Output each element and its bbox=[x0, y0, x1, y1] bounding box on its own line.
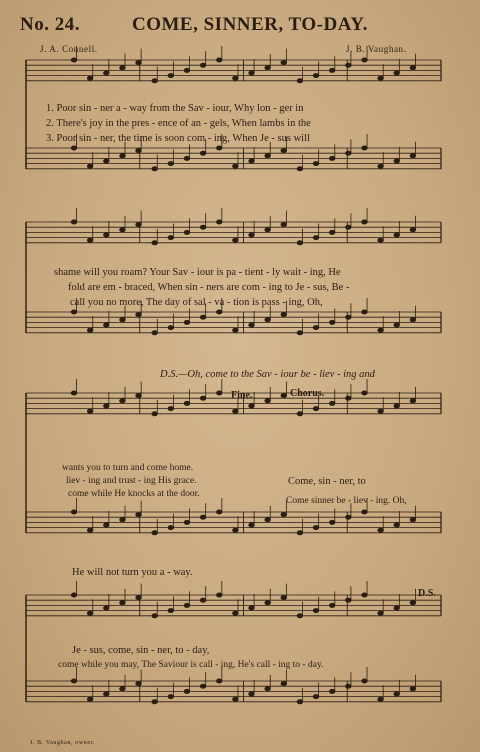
notehead bbox=[394, 71, 400, 75]
notehead bbox=[249, 233, 255, 237]
notehead bbox=[313, 326, 319, 330]
notehead bbox=[346, 515, 352, 519]
notehead bbox=[200, 225, 206, 229]
notehead bbox=[71, 391, 77, 395]
notehead bbox=[297, 531, 303, 535]
chorus-line-1: Come, sin - ner, to bbox=[288, 476, 366, 487]
notehead bbox=[152, 614, 158, 618]
notehead bbox=[378, 164, 384, 168]
publisher-footer: J. B. Vaughan, owner. bbox=[30, 740, 95, 746]
notehead bbox=[297, 79, 303, 83]
notehead bbox=[378, 697, 384, 701]
staff-2 bbox=[26, 208, 441, 245]
notehead bbox=[378, 409, 384, 413]
staff-6 bbox=[26, 581, 441, 618]
notehead bbox=[265, 687, 271, 691]
notehead bbox=[329, 68, 335, 72]
notehead bbox=[249, 692, 255, 696]
verse-1-line-2: shame will you roam? Your Sav - iour is pa - tient - ly wait - ing, He bbox=[54, 267, 341, 278]
notehead bbox=[71, 220, 77, 224]
notehead bbox=[281, 513, 287, 517]
notehead bbox=[346, 315, 352, 319]
notehead bbox=[120, 601, 126, 605]
notehead bbox=[152, 79, 158, 83]
notehead bbox=[233, 409, 239, 413]
notehead bbox=[136, 394, 142, 398]
notehead bbox=[233, 528, 239, 532]
notehead bbox=[249, 523, 255, 527]
notehead bbox=[410, 399, 416, 403]
notehead bbox=[394, 159, 400, 163]
notehead bbox=[281, 313, 287, 317]
notehead bbox=[329, 156, 335, 160]
verse-3-line-1: 3. Poor sin - ner, the time is soon com - ing, When Je - sus will bbox=[46, 133, 310, 144]
notehead bbox=[346, 225, 352, 229]
notehead bbox=[71, 679, 77, 683]
notehead bbox=[152, 700, 158, 704]
notehead bbox=[394, 323, 400, 327]
notehead bbox=[152, 331, 158, 335]
notehead bbox=[362, 593, 368, 597]
notehead bbox=[184, 603, 190, 607]
notehead bbox=[313, 407, 319, 411]
notehead bbox=[136, 596, 142, 600]
chorus-marking: Chorus. bbox=[290, 388, 325, 399]
verse-2-line-3: liev - ing and trust - ing His grace. bbox=[66, 476, 197, 486]
staff-7 bbox=[26, 667, 441, 704]
notehead bbox=[103, 159, 109, 163]
notehead bbox=[362, 220, 368, 224]
notehead bbox=[71, 146, 77, 150]
notehead bbox=[410, 66, 416, 70]
notehead bbox=[71, 510, 77, 514]
notehead bbox=[297, 700, 303, 704]
notehead bbox=[329, 603, 335, 607]
notehead bbox=[216, 310, 222, 314]
notehead bbox=[346, 63, 352, 67]
notehead bbox=[152, 412, 158, 416]
notehead bbox=[216, 510, 222, 514]
notehead bbox=[394, 692, 400, 696]
notehead bbox=[200, 684, 206, 688]
notehead bbox=[168, 609, 174, 613]
notehead bbox=[184, 320, 190, 324]
notehead bbox=[410, 228, 416, 232]
notehead bbox=[346, 598, 352, 602]
chorus-line-2: Je - sus, come, sin - ner, to - day, bbox=[72, 645, 210, 656]
lyricist-credit: J. A. Connell. bbox=[40, 44, 98, 54]
composer-credit: J. B. Vaughan. bbox=[346, 44, 407, 54]
notehead bbox=[200, 396, 206, 400]
notehead bbox=[136, 313, 142, 317]
notehead bbox=[103, 692, 109, 696]
fine-marking: Fine. bbox=[231, 390, 253, 401]
notehead bbox=[87, 611, 93, 615]
notehead bbox=[281, 149, 287, 153]
notehead bbox=[394, 404, 400, 408]
notehead bbox=[152, 241, 158, 245]
notehead bbox=[103, 606, 109, 610]
notehead bbox=[152, 167, 158, 171]
notehead bbox=[265, 228, 271, 232]
notehead bbox=[136, 513, 142, 517]
notehead bbox=[136, 61, 142, 65]
notehead bbox=[120, 66, 126, 70]
verse-3-line-2: call you no more, The day of sal - va - tion is pass - ing, Oh, bbox=[70, 297, 323, 308]
notehead bbox=[120, 154, 126, 158]
notehead bbox=[281, 223, 287, 227]
notehead bbox=[216, 58, 222, 62]
hymn-title: COME, SINNER, TO-DAY. bbox=[132, 14, 368, 35]
verse-1-line-3: wants you to turn and come home. bbox=[62, 463, 194, 473]
notehead bbox=[168, 326, 174, 330]
notehead bbox=[297, 241, 303, 245]
notehead bbox=[265, 318, 271, 322]
notehead bbox=[281, 596, 287, 600]
ds-line-2: D.S.—Oh, come to the Sav - iour be - liev - ing and bbox=[160, 369, 375, 380]
notehead bbox=[168, 236, 174, 240]
notehead bbox=[313, 74, 319, 78]
notehead bbox=[103, 71, 109, 75]
verse-1-line-1: 1. Poor sin - ner a - way from the Sav - iour, Why lon - ger in bbox=[46, 103, 304, 114]
notehead bbox=[394, 523, 400, 527]
notehead bbox=[200, 515, 206, 519]
notehead bbox=[313, 162, 319, 166]
ds-marking: D.S. bbox=[418, 588, 436, 599]
notehead bbox=[87, 409, 93, 413]
notehead bbox=[329, 520, 335, 524]
notehead bbox=[168, 695, 174, 699]
notehead bbox=[329, 401, 335, 405]
notehead bbox=[378, 238, 384, 242]
notehead bbox=[233, 76, 239, 80]
notehead bbox=[184, 230, 190, 234]
notehead bbox=[216, 593, 222, 597]
notehead bbox=[378, 528, 384, 532]
notehead bbox=[313, 609, 319, 613]
notehead bbox=[233, 697, 239, 701]
notehead bbox=[136, 682, 142, 686]
notehead bbox=[410, 687, 416, 691]
notehead bbox=[87, 328, 93, 332]
notehead bbox=[394, 233, 400, 237]
notehead bbox=[378, 611, 384, 615]
notehead bbox=[216, 146, 222, 150]
notehead bbox=[71, 310, 77, 314]
notehead bbox=[378, 76, 384, 80]
notehead bbox=[233, 328, 239, 332]
notehead bbox=[87, 697, 93, 701]
notehead bbox=[184, 156, 190, 160]
notehead bbox=[120, 318, 126, 322]
notehead bbox=[216, 391, 222, 395]
chorus-line-1-bass: Come sinner be - liev - ing. Oh, bbox=[286, 496, 407, 506]
notehead bbox=[265, 154, 271, 158]
notehead bbox=[233, 164, 239, 168]
notehead bbox=[329, 689, 335, 693]
notehead bbox=[216, 220, 222, 224]
notehead bbox=[410, 318, 416, 322]
ds-line-3: He will not turn you a - way. bbox=[72, 567, 193, 578]
notehead bbox=[297, 331, 303, 335]
notehead bbox=[184, 689, 190, 693]
notehead bbox=[362, 391, 368, 395]
notehead bbox=[329, 230, 335, 234]
notehead bbox=[103, 323, 109, 327]
notehead bbox=[233, 238, 239, 242]
hymn-number: No. 24. bbox=[20, 14, 80, 35]
notehead bbox=[378, 328, 384, 332]
notehead bbox=[184, 401, 190, 405]
notehead bbox=[249, 404, 255, 408]
notehead bbox=[362, 510, 368, 514]
notehead bbox=[87, 238, 93, 242]
notehead bbox=[297, 614, 303, 618]
notehead bbox=[362, 146, 368, 150]
notehead bbox=[233, 611, 239, 615]
notehead bbox=[168, 526, 174, 530]
notehead bbox=[281, 682, 287, 686]
notehead bbox=[297, 412, 303, 416]
notehead bbox=[168, 407, 174, 411]
notehead bbox=[200, 315, 206, 319]
notehead bbox=[410, 601, 416, 605]
notehead bbox=[184, 68, 190, 72]
notehead bbox=[313, 526, 319, 530]
notehead bbox=[362, 679, 368, 683]
notehead bbox=[313, 236, 319, 240]
verse-2-line-1: 2. There's joy in the pres - ence of an - gels, When lambs in the bbox=[46, 118, 311, 129]
notehead bbox=[313, 695, 319, 699]
staff-0 bbox=[26, 46, 441, 83]
chorus-line-2-bass: come while you may, The Saviour is call - ing, He's call - ing to - day. bbox=[58, 660, 324, 670]
notehead bbox=[103, 523, 109, 527]
notehead bbox=[103, 233, 109, 237]
notehead bbox=[249, 71, 255, 75]
notehead bbox=[329, 320, 335, 324]
notehead bbox=[200, 151, 206, 155]
verse-3-line-3: come while He knocks at the door. bbox=[68, 489, 200, 499]
notehead bbox=[265, 399, 271, 403]
notehead bbox=[71, 58, 77, 62]
notehead bbox=[168, 74, 174, 78]
notehead bbox=[87, 164, 93, 168]
notehead bbox=[281, 61, 287, 65]
notehead bbox=[394, 606, 400, 610]
notehead bbox=[87, 528, 93, 532]
notehead bbox=[103, 404, 109, 408]
notehead bbox=[136, 223, 142, 227]
notehead bbox=[265, 66, 271, 70]
notehead bbox=[120, 399, 126, 403]
notehead bbox=[249, 323, 255, 327]
notehead bbox=[249, 606, 255, 610]
notehead bbox=[362, 310, 368, 314]
notehead bbox=[249, 159, 255, 163]
notehead bbox=[200, 63, 206, 67]
notehead bbox=[87, 76, 93, 80]
verse-2-line-2: fold are em - braced, When sin - ners are com - ing to Je - sus, Be - bbox=[68, 282, 350, 293]
notehead bbox=[346, 396, 352, 400]
notehead bbox=[410, 518, 416, 522]
notehead bbox=[184, 520, 190, 524]
notehead bbox=[136, 149, 142, 153]
notehead bbox=[216, 679, 222, 683]
notehead bbox=[362, 58, 368, 62]
notehead bbox=[120, 228, 126, 232]
notehead bbox=[71, 593, 77, 597]
notehead bbox=[346, 151, 352, 155]
notehead bbox=[265, 601, 271, 605]
notehead bbox=[297, 167, 303, 171]
notehead bbox=[410, 154, 416, 158]
notehead bbox=[346, 684, 352, 688]
notehead bbox=[168, 162, 174, 166]
notehead bbox=[120, 518, 126, 522]
notehead bbox=[152, 531, 158, 535]
notehead bbox=[200, 598, 206, 602]
notehead bbox=[120, 687, 126, 691]
notehead bbox=[281, 394, 287, 398]
notehead bbox=[265, 518, 271, 522]
